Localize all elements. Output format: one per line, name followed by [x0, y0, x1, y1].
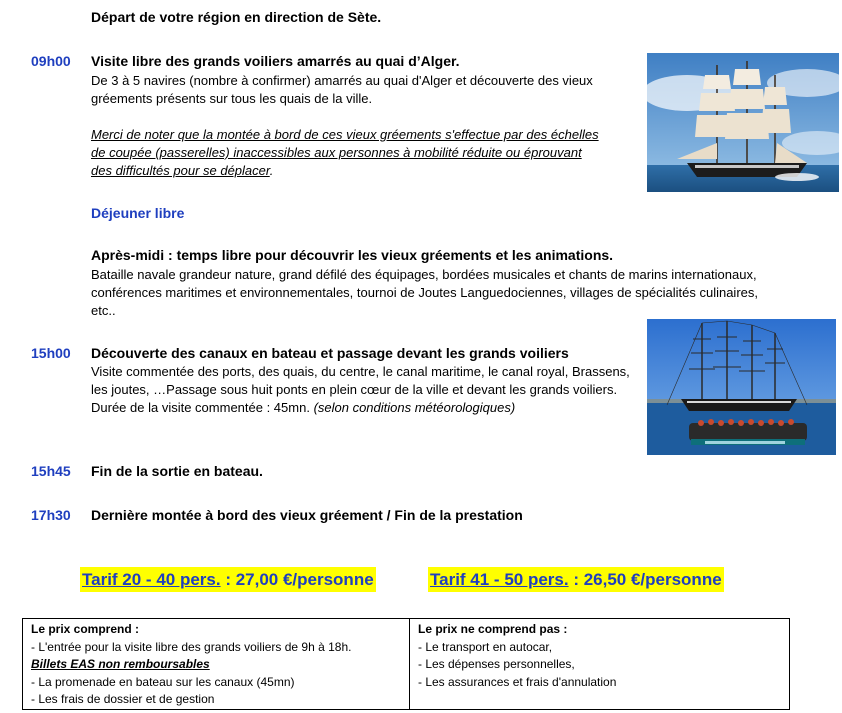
included-item: - Les frais de dossier et de gestion [31, 692, 215, 706]
time-1500: 15h00 [31, 345, 71, 361]
accessibility-note-end: . [269, 163, 274, 178]
afternoon-text-line: Bataille navale grandeur nature, grand défilé des équipages, bordées musicales et chants de marins internationaux, [91, 267, 757, 282]
price-label: Tarif 20 - 40 pers. [82, 570, 221, 589]
included-item: - La promenade en bateau sur les canaux (45mn) [31, 674, 295, 689]
tall-ship-photo [647, 53, 839, 192]
accessibility-note-text: des difficultés pour se déplacer [91, 163, 270, 178]
section-text-line: De 3 à 5 navires (nombre à confirmer) amarrés au quai d'Alger et découverte des vieux [91, 73, 593, 88]
excluded-item: - Les dépenses personnelles, [418, 657, 575, 671]
section-text-line: gréements présents sur tous les quais de la ville. [91, 91, 373, 106]
excluded-item: - Le transport en autocar, [418, 639, 553, 654]
included-item: - L'entrée pour la visite libre des grands voiliers de 9h à 18h. [31, 639, 352, 654]
canal-boat-photo [647, 319, 836, 455]
section-title-canaux: Découverte des canaux en bateau et passage devant les grands voiliers [91, 345, 569, 361]
section-title-voiliers: Visite libre des grands voiliers amarrés au quai d’Alger. [91, 53, 460, 69]
included-title: Le prix comprend : [31, 622, 140, 636]
intro-text: Départ de votre région en direction de Sète. [91, 9, 382, 25]
afternoon-text-line: etc.. [91, 303, 116, 318]
afternoon-text-line: conférences maritimes et environnementales, tournoi de Joutes Languedociennes, villages de spécialités culinaires, [91, 285, 758, 300]
price-20-40 [80, 567, 376, 592]
price-conditions-table [22, 618, 790, 710]
price-label: Tarif 41 - 50 pers. [430, 570, 569, 589]
accessibility-note: Merci de noter que la montée à bord de ces vieux gréements s'effectue par des échelles [91, 127, 599, 142]
price-value: : 26,50 €/personne [568, 570, 722, 589]
section-text-line [91, 399, 515, 417]
afternoon-title: Après-midi : temps libre pour découvrir les vieux gréements et les animations. [91, 247, 614, 263]
accessibility-note: de coupée (passerelles) inaccessibles aux personnes à mobilité réduite ou éprouvant [91, 145, 582, 160]
accessibility-note [91, 162, 273, 180]
section-title-fin-bateau: Fin de la sortie en bateau. [91, 463, 263, 479]
time-0900: 09h00 [31, 53, 71, 69]
excluded-column [410, 619, 789, 709]
weather-note: (selon conditions météorologiques) [313, 400, 516, 415]
tickets-note: Billets EAS non remboursables [31, 657, 210, 671]
duration-text: Durée de la visite commentée : 45mn. [91, 400, 314, 415]
included-column [23, 619, 410, 709]
section-text-line: Visite commentée des ports, des quais, du centre, le canal maritime, le canal royal, Brassens, [91, 364, 630, 379]
price-41-50 [428, 567, 724, 592]
time-1730: 17h30 [31, 507, 71, 523]
section-text-line: les joutes, …Passage sous huit ponts en plein cœur de la ville et devant les grands voiliers. [91, 382, 618, 397]
price-value: : 27,00 €/personne [220, 570, 374, 589]
lunch-title: Déjeuner libre [91, 205, 185, 221]
excluded-item: - Les assurances et frais d'annulation [418, 674, 617, 689]
time-1545: 15h45 [31, 463, 71, 479]
section-title-fin-prestation: Dernière montée à bord des vieux gréement / Fin de la prestation [91, 507, 523, 523]
excluded-title: Le prix ne comprend pas : [418, 622, 568, 636]
